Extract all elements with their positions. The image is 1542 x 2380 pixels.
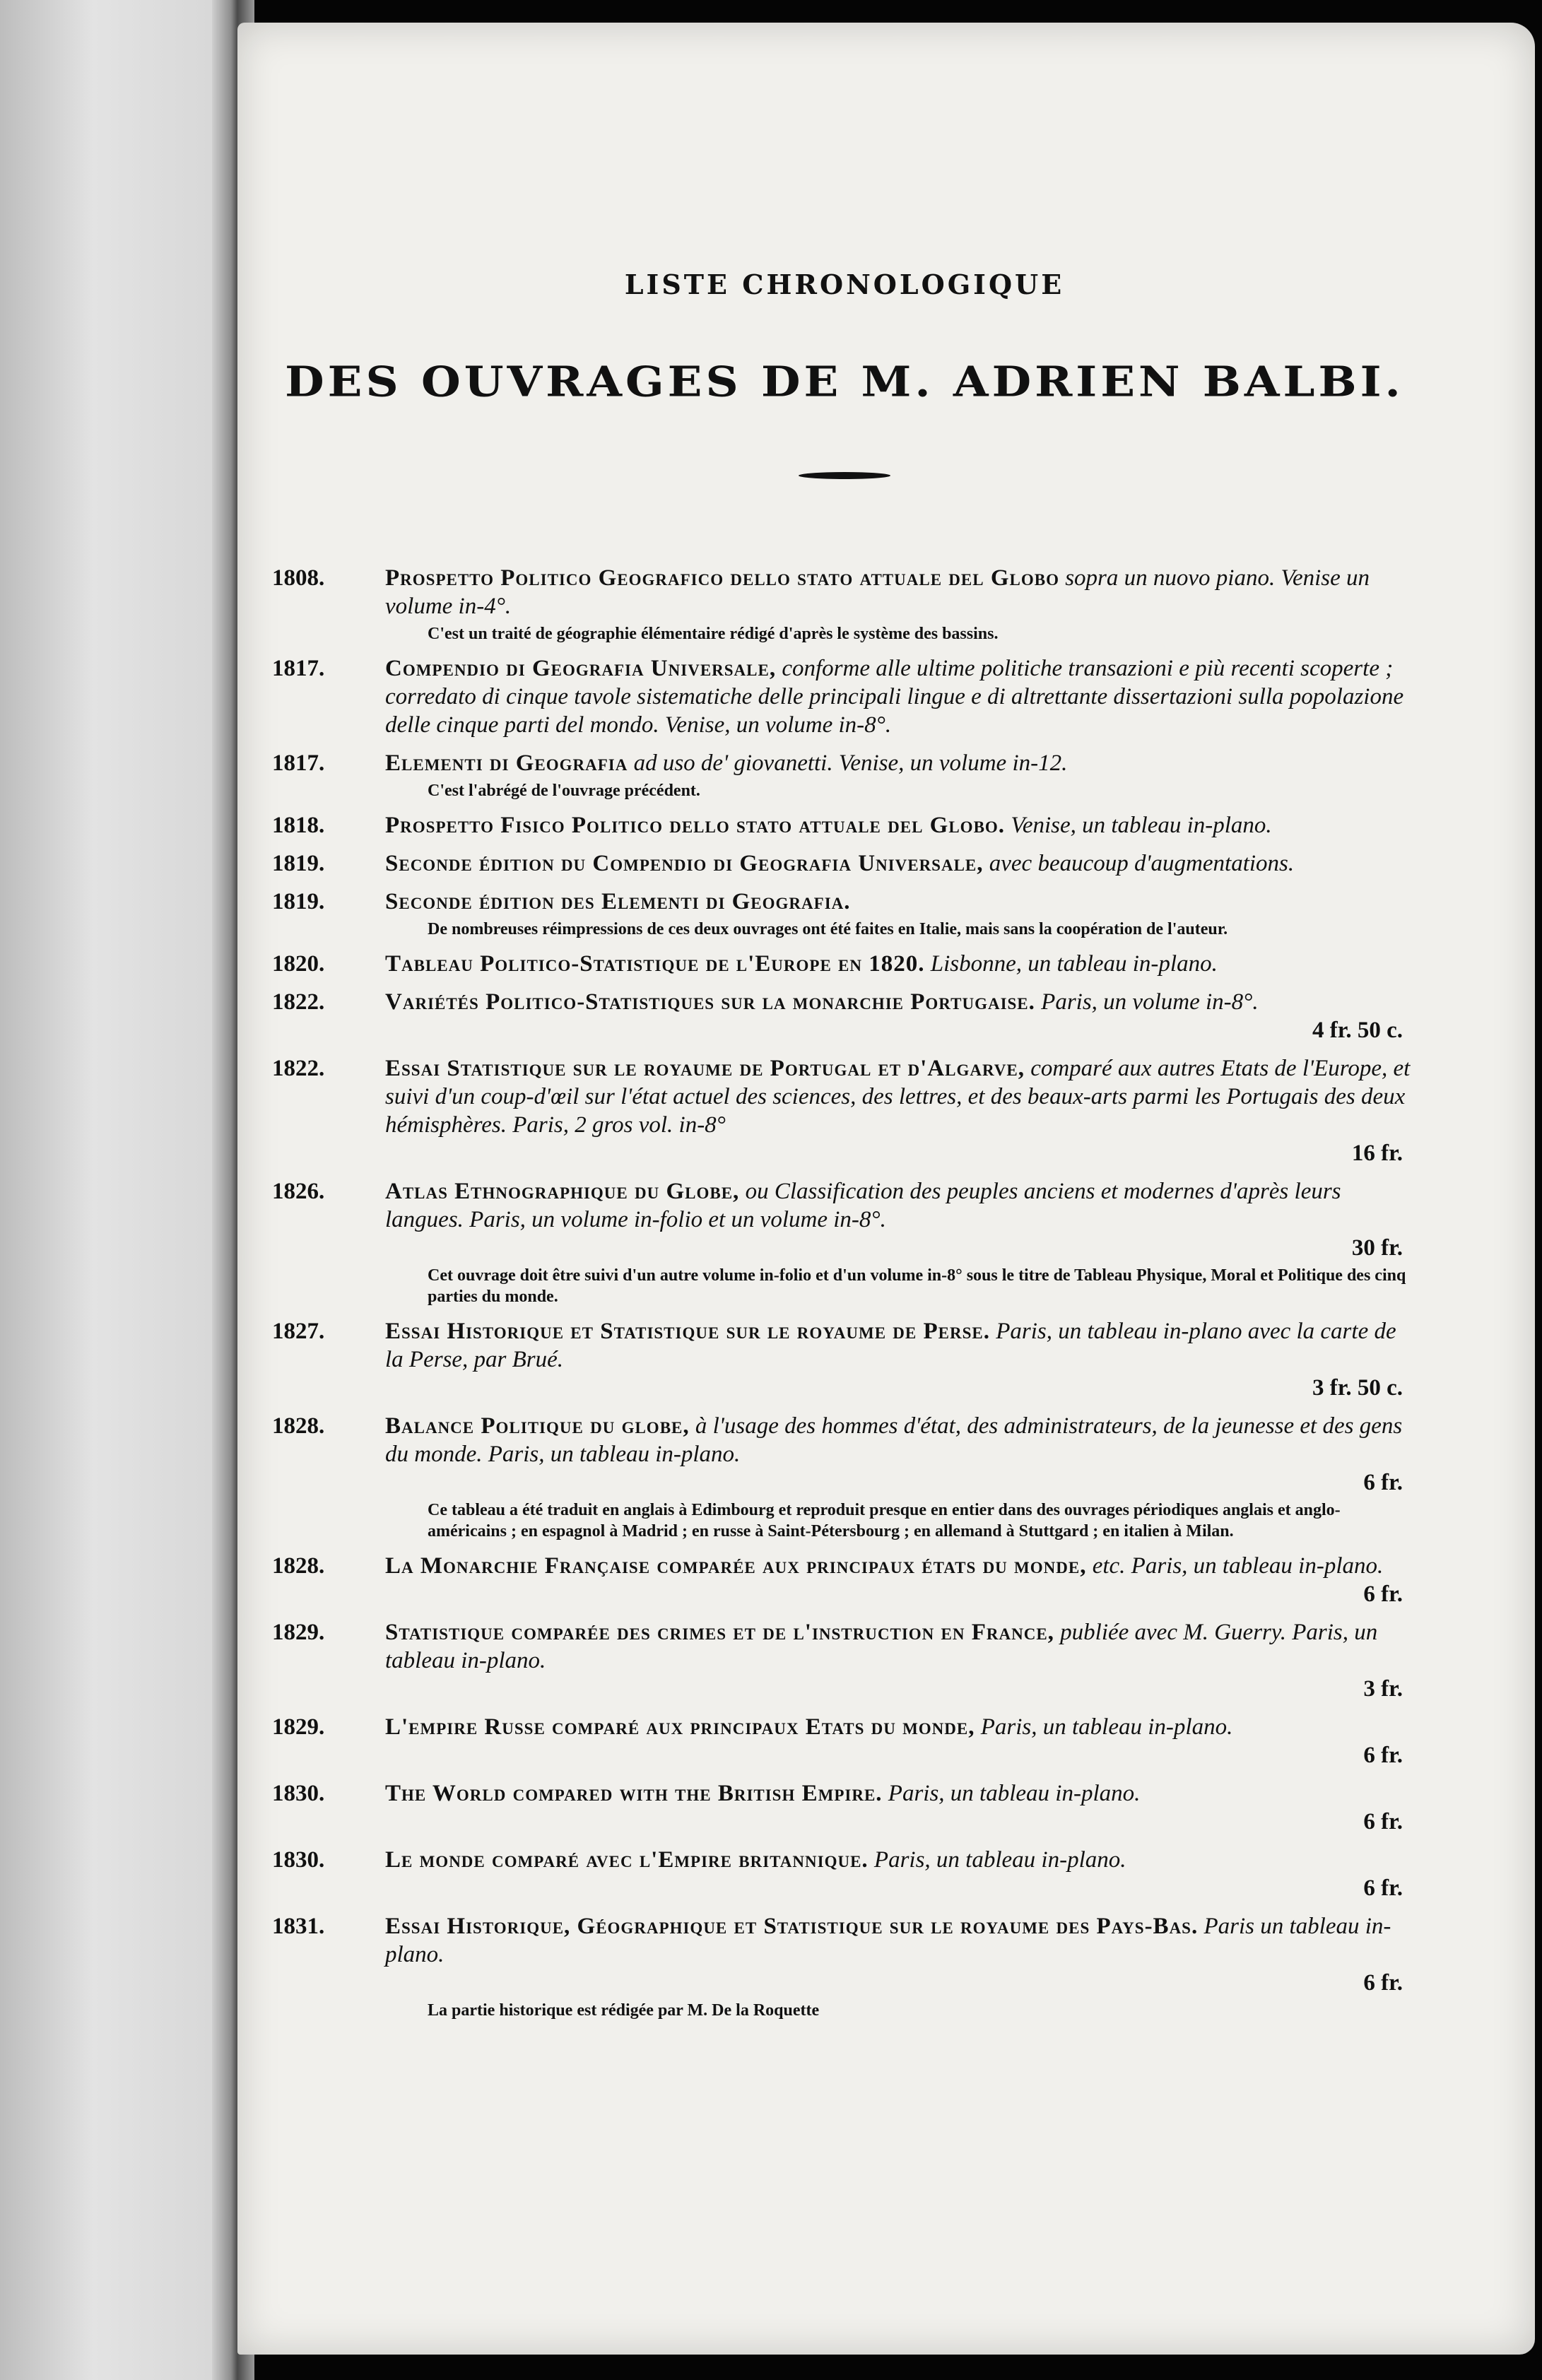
- entry-note: Ce tableau a été traduit en anglais à Edimbourg et reproduit presque en entier dans des ouvrages périodiques anglais et anglo-américains ; en espagnol à Madrid ; en russe à Saint-Pétersbourg ; en allemand à Stuttgard ; en italien à Milan.: [428, 1501, 1341, 1540]
- entry-title: Essai Historique, Géographique et Statistique sur le royaume des Pays-Bas.: [385, 1914, 1199, 1939]
- entry-year: 1830.: [272, 1847, 325, 1873]
- entry-year: 1808.: [272, 565, 325, 591]
- entry-description: ad uso de' giovanetti. Venise, un volume in-12.: [633, 750, 1068, 776]
- bibliography-entry: [272, 1713, 1417, 1769]
- bibliography-entry: [272, 988, 1417, 1044]
- entry-note: La partie historique est rédigée par M. De la Roquette: [428, 2001, 820, 2020]
- entry-title: L'empire Russe comparé aux principaux Etats du monde,: [385, 1714, 975, 1740]
- entry-year: 1819.: [272, 851, 325, 876]
- entry-year: 1817.: [272, 750, 325, 776]
- facing-page-edge: [0, 0, 233, 2380]
- bibliography-entry: [272, 749, 1417, 801]
- entry-description: Paris, un tableau in-plano avec la carte de la Perse, par Brué.: [385, 1319, 1396, 1372]
- entry-note: C'est l'abrégé de l'ouvrage précédent.: [428, 782, 700, 800]
- entry-title: Elementi di Geografia: [385, 750, 628, 776]
- entry-year: 1818.: [272, 813, 325, 838]
- entry-price: 6 fr.: [1363, 1743, 1403, 1768]
- entry-price: 6 fr.: [1363, 1470, 1403, 1495]
- entry-title: Variétés Politico-Statistiques sur la monarchie Portugaise.: [385, 989, 1035, 1015]
- entry-price: 6 fr.: [1363, 1875, 1403, 1901]
- bibliography-entry: [272, 1054, 1417, 1167]
- entry-description: comparé aux autres Etats de l'Europe, et suivi d'un coup-d'œil sur l'état actuel des sciences, des lettres, et des beaux-arts parmi les Portugais des deux hémisphères. Paris, 2 gros vol. in-8°: [385, 1056, 1411, 1138]
- entry-year: 1820.: [272, 951, 325, 977]
- bibliography-entry: [272, 1779, 1417, 1836]
- entry-title: Tableau Politico-Statistique de l'Europe en 1820.: [385, 951, 925, 977]
- entry-description: Lisbonne, un tableau in-plano.: [930, 951, 1218, 977]
- entry-description: sopra un nuovo piano. Venise un volume in-4°.: [385, 565, 1370, 619]
- entry-price: 16 fr.: [1351, 1141, 1403, 1166]
- entry-note: Cet ouvrage doit être suivi d'un autre volume in-folio et d'un volume in-8° sous le titre de Tableau Physique, Moral et Politique des cinq parties du monde.: [428, 1266, 1406, 1306]
- entry-note: C'est un traité de géographie élémentaire rédigé d'après le système des bassins.: [428, 625, 999, 643]
- bibliography-entry: [272, 1618, 1417, 1703]
- entry-year: 1819.: [272, 889, 325, 914]
- entry-title: Atlas Ethnographique du Globe,: [385, 1179, 740, 1204]
- page-content: [272, 269, 1417, 2031]
- bibliography-entry: [272, 888, 1417, 940]
- heading-ouvrages: DES OUVRAGES DE M. ADRIEN BALBI.: [285, 358, 1404, 406]
- entry-title: Balance Politique du globe,: [385, 1413, 690, 1439]
- entry-year: 1827.: [272, 1319, 325, 1344]
- bibliography-entry: [272, 1412, 1417, 1542]
- bibliography-entry: [272, 950, 1417, 978]
- entry-description: Paris, un tableau in-plano.: [888, 1781, 1141, 1806]
- entry-description: à l'usage des hommes d'état, des administrateurs, de la jeunesse et des gens du monde. Paris, un tableau in-plano.: [385, 1413, 1403, 1467]
- entry-title: Seconde édition du Compendio di Geografia Universale,: [385, 851, 984, 876]
- entry-title: Essai Statistique sur le royaume de Portugal et d'Algarve,: [385, 1056, 1025, 1081]
- entry-description: conforme alle ultime politiche transazioni e più recenti scoperte ; corredato di cinque tavole sistematiche delle principali lingue e di altrettante dissertazioni sulla popolazione delle cinque parti del mondo. Venise, un volume in-8°.: [385, 656, 1404, 738]
- entry-year: 1826.: [272, 1179, 325, 1204]
- bibliography-entry: [272, 849, 1417, 878]
- entry-year: 1829.: [272, 1714, 325, 1740]
- entry-year: 1822.: [272, 989, 325, 1015]
- entry-description: etc. Paris, un tableau in-plano.: [1092, 1553, 1384, 1579]
- entry-year: 1829.: [272, 1620, 325, 1645]
- entry-price: 3 fr.: [1363, 1676, 1403, 1702]
- entry-title: Le monde comparé avec l'Empire britannique.: [385, 1847, 869, 1873]
- entry-description: Paris un tableau in-plano.: [385, 1914, 1391, 1967]
- entry-title: Seconde édition des Elementi di Geografia.: [385, 889, 851, 914]
- decorative-rule: [799, 472, 890, 479]
- bibliography-entry: [272, 1552, 1417, 1608]
- entry-year: 1830.: [272, 1781, 325, 1806]
- bibliography-entry: [272, 1912, 1417, 2021]
- entry-title: Prospetto Fisico Politico dello stato attuale del Globo.: [385, 813, 1006, 838]
- bibliography-entry: [272, 564, 1417, 644]
- entry-title: The World compared with the British Empire.: [385, 1781, 883, 1806]
- entry-price: 4 fr. 50 c.: [1312, 1018, 1403, 1043]
- entry-title: Prospetto Politico Geografico dello stato attuale del Globo: [385, 565, 1059, 591]
- entry-price: 6 fr.: [1363, 1581, 1403, 1607]
- entry-title: Compendio di Geografia Universale,: [385, 656, 777, 681]
- bibliography-entry: [272, 811, 1417, 840]
- entry-price: 3 fr. 50 c.: [1312, 1375, 1403, 1401]
- entry-year: 1822.: [272, 1056, 325, 1081]
- bibliography-list: [272, 564, 1417, 2021]
- entry-description: Paris, un volume in-8°.: [1041, 989, 1259, 1015]
- entry-title: La Monarchie Française comparée aux principaux états du monde,: [385, 1553, 1087, 1579]
- entry-description: Paris, un tableau in-plano.: [873, 1847, 1126, 1873]
- entry-description: publiée avec M. Guerry. Paris, un tableau in-plano.: [385, 1620, 1378, 1673]
- bibliography-entry: [272, 654, 1417, 739]
- entry-year: 1828.: [272, 1553, 325, 1579]
- bibliography-entry: [272, 1846, 1417, 1902]
- heading-liste-chronologique: LISTE CHRONOLOGIQUE: [624, 269, 1065, 300]
- entry-price: 6 fr.: [1363, 1809, 1403, 1834]
- bibliography-entry: [272, 1177, 1417, 1307]
- entry-description: avec beaucoup d'augmentations.: [989, 851, 1295, 876]
- entry-price: 6 fr.: [1363, 1970, 1403, 1996]
- entry-year: 1831.: [272, 1914, 325, 1939]
- entry-description: ou Classification des peuples anciens et modernes d'après leurs langues. Paris, un volume in-folio et un volume in-8°.: [385, 1179, 1341, 1232]
- entry-title: Essai Historique et Statistique sur le royaume de Perse.: [385, 1319, 990, 1344]
- entry-title: Statistique comparée des crimes et de l'instruction en France,: [385, 1620, 1054, 1645]
- entry-year: 1828.: [272, 1413, 325, 1439]
- entry-note: De nombreuses réimpressions de ces deux ouvrages ont été faites en Italie, mais sans la coopération de l'auteur.: [428, 920, 1228, 938]
- bibliography-entry: [272, 1317, 1417, 1402]
- entry-year: 1817.: [272, 656, 325, 681]
- entry-price: 30 fr.: [1351, 1235, 1403, 1261]
- entry-description: Paris, un tableau in-plano.: [980, 1714, 1233, 1740]
- entry-description: Venise, un tableau in-plano.: [1011, 813, 1272, 838]
